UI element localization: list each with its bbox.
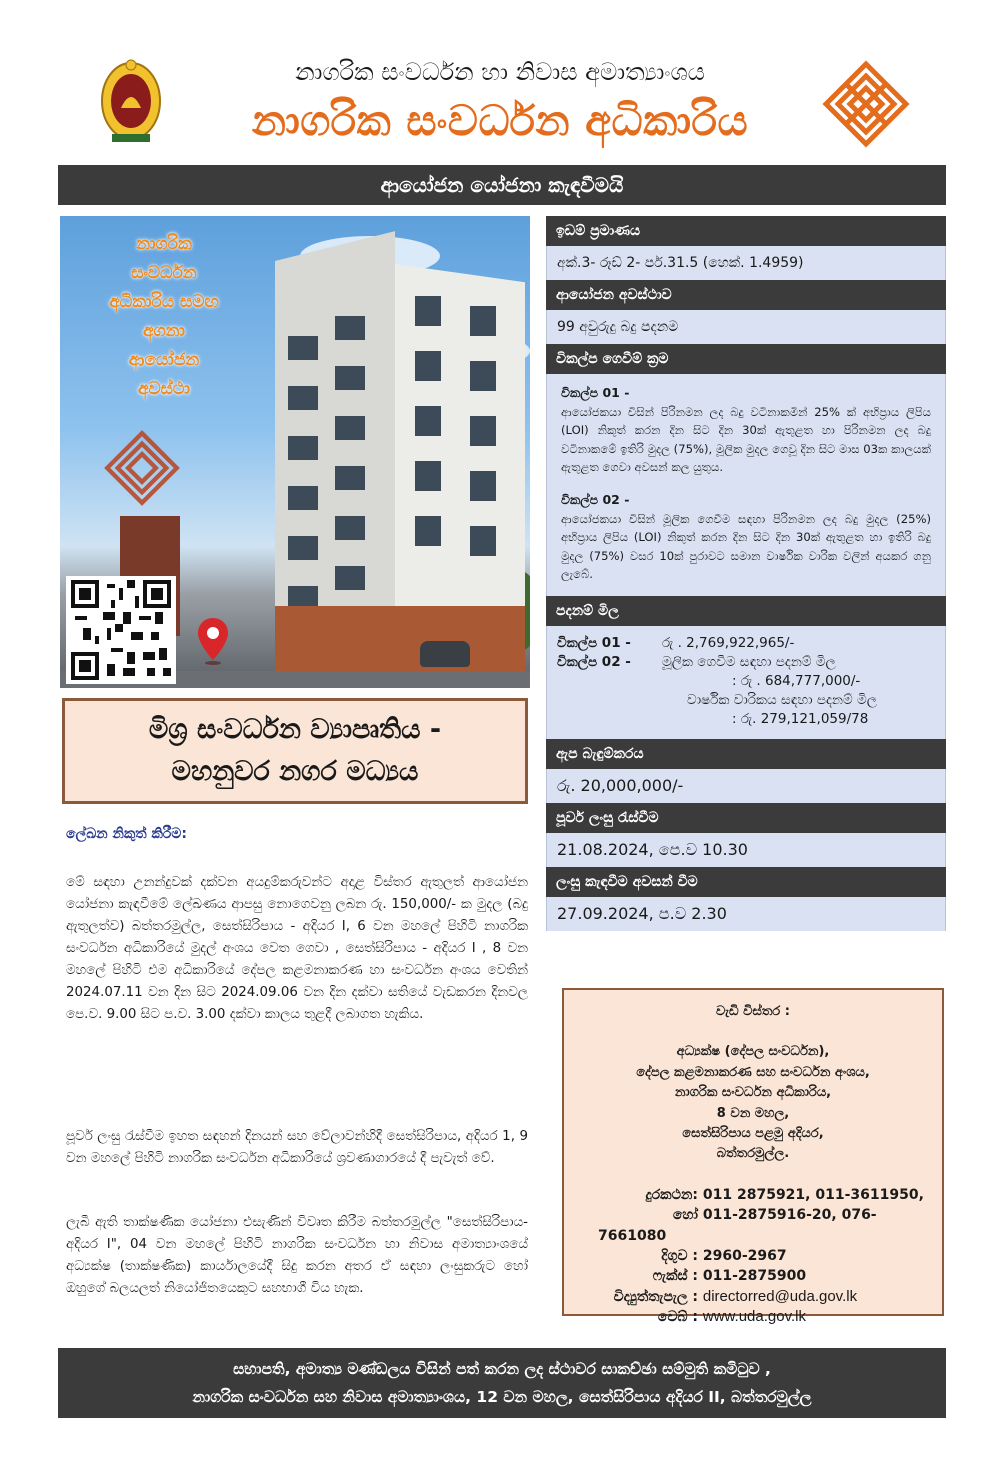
option1-title: විකල්ප 01 -: [561, 385, 630, 400]
tender-paragraph-3: ලැබී ඇති තාක්ෂණික යෝජනා එසැණින් විවෘත කිරීම බත්තරමුල්ල "සෙත්සිරිපාය- අදියර I", 04 වන මහලේ පිහිටි නාගරික සංවර්ධන හා නිවාස අමාත්‍යාංශයේ අධ්‍යක්ෂ (තාක්ෂණික) කාර්යාලයේදී සිදු කරන අතර ඒ සඳහා ලංසුකරුට හෝ ඔහුගේ බලයලත් නියෝජිතයෙකුට සහභාගී විය හැක.: [66, 1215, 528, 1296]
bid-closing-value: 27.09.2024, ප.ව 2.30: [546, 897, 946, 931]
price-option2-line3: වාර්ෂික වාරිකය සඳහා පදනම් මිල: [687, 691, 878, 708]
price-option1-label: විකල්ප 01 -: [557, 634, 631, 651]
prebid-meeting-value: 21.08.2024, පෙ.ව 10.30: [546, 833, 946, 867]
contact-address-line: බත්තරමුල්ල.: [716, 1146, 790, 1162]
email-label: විද්‍යුත්තැපැල :: [613, 1288, 698, 1305]
page-title: ආයෝජන යෝජනා කැඳවීමයි: [58, 165, 946, 205]
tender-paragraph-2: පූර්ව ලංසු රැස්වීම ඉහත සඳහන් දිනයන් සහ වේලාවන්හිදී සෙත්සිරිපාය, අදියර 1, 9 වන මහලේ පිහිටි නාගරික සංවර්ධන අධිකාරියේ ශ්‍රවණාගාරයේ දී පැවැත් වේ.: [66, 1129, 528, 1166]
header: [0, 0, 1004, 160]
overlay-line: නාගරික: [136, 234, 192, 254]
bid-closing-label: ලංසු කැඳවීම අවසන් වීම: [546, 867, 946, 897]
sri-lanka-emblem-icon: [100, 56, 162, 146]
bid-security-label: ඇප බැඳුම්කරය: [546, 739, 946, 769]
phone-value[interactable]: 011 2875921, 011-3611950,: [702, 1186, 924, 1203]
phone2-label: හෝ: [672, 1207, 698, 1224]
website-link[interactable]: www.uda.gov.lk: [702, 1308, 806, 1326]
uda-logo-watermark-icon: [102, 428, 182, 508]
email-link[interactable]: directorred@uda.gov.lk: [702, 1287, 858, 1305]
contact-address-line: නාගරික සංවර්ධන අධිකාරිය,: [674, 1085, 832, 1101]
project-title-box: [62, 698, 528, 804]
contact-title: වැඩි විස්තර :: [716, 1004, 790, 1019]
authority-name: නාගරික සංවර්ධන අධිකාරිය: [251, 96, 749, 145]
extension-label: දිගුව :: [661, 1248, 698, 1265]
info-table: [546, 216, 946, 931]
price-option2-label: විකල්ප 02 -: [557, 653, 631, 670]
price-option2-line1: මූලික ගෙවීම සඳහා පදනම් මිල: [662, 653, 836, 670]
phone2-value[interactable]: 011-2875916-20, 076-7661080: [598, 1207, 877, 1244]
overlay-line: අධිකාරිය සමඟ: [109, 292, 219, 312]
contact-address-line: දේපල කළමනාකරණ සහ සංවර්ධන අංශය,: [636, 1064, 870, 1080]
base-price-block: [546, 626, 946, 739]
project-title-line1: මිශ්‍ර සංවර්ධන ව්‍යාපෘතිය -: [148, 714, 442, 745]
project-title-line2: මහනුවර නගර මධ්‍යය: [171, 756, 419, 787]
overlay-line: ආයෝජන: [128, 350, 200, 370]
contact-address-line: 8 වන මහල,: [716, 1105, 790, 1121]
option1-text: ආයෝජකයා විසින් පිරිනමන ලද බදු වටිනාකමින් 25% ක් අභිප්‍රාය ලිපිය (LOI) නිකුත් කරන දින සිට දින 30ක් ඇතුළත හා පිරිනමන ලද බදු වටිනාකමේ ඉතිරි මුදල (75%), මූලික මුදල ගෙවූ දින සිට මාස 03ක කාලයක් ඇතුළත ගෙවා අවසන් කල යුතුය.: [561, 404, 931, 475]
photo-overlay-text: [86, 230, 242, 404]
extension-value: 2960-2967: [702, 1248, 787, 1265]
fax-value: 011-2875900: [702, 1268, 807, 1285]
overlay-line: අවස්ථා: [137, 379, 191, 399]
land-size-value: අක්.3- රූඩ් 2- පර්.31.5 (හෙක්. 1.4959): [546, 246, 946, 280]
investment-label: ආයෝජන අවස්ථාව: [546, 280, 946, 310]
payment-methods-block: [546, 374, 946, 596]
payment-methods-label: විකල්ප ගෙවීම් ක්‍රම: [546, 344, 946, 374]
tender-heading: ලේඛන නිකුත් කිරීම:: [66, 826, 187, 842]
qr-code-icon[interactable]: [66, 576, 176, 684]
price-option2-line2: : රු . 684,777,000/-: [732, 672, 861, 689]
web-label: වෙබ් :: [657, 1309, 698, 1326]
building-photo: [60, 216, 530, 688]
base-price-label: පදනම් මිල: [546, 596, 946, 626]
uda-logo-icon: [820, 58, 912, 150]
option2-text: ආයෝජකයා විසින් මූලික ගෙවීම සඳහා පිරිනමන ලද බදු මුදල (25%) අභිප්‍රාය ලිපිය (LOI) නිකුත් කරන දින සිට දින 30ක් ඇතුළත හා ඉතිරි බදු මුදල (75%) වසර 10ක් පුරාවට සමාන වාර්ෂික වාරික වලින් අයකර ගනු ලැබේ.: [561, 511, 931, 582]
prebid-meeting-label: පූර්ව ලංසු රැස්වීම: [546, 803, 946, 833]
price-option2-line4: : රු. 279,121,059/78: [732, 710, 869, 727]
footer-line2: නාගරික සංවර්ධන සහ නිවාස අමාත්‍යාංශය, 12 වන මහල, සෙත්සිරිපාය අදියර II, බත්තරමුල්ල: [192, 1388, 812, 1406]
tender-paragraph-1: මේ සඳහා උනන්දුවක් දක්වන අයදුම්කරුවන්ට අදාළ විස්තර ඇතුලත් ආයෝජන යෝජනා කැඳවීමේ ලේඛණය ආපසු නොගෙවනු ලබන රු. 150,000/- ක මුදල (බදු ඇතුලත්ව) බත්තරමුල්ල, සෙත්සිරිපාය - අදියර I, 6 වන මහලේ පිහිටි නාගරික සංවර්ධන අධිකාරියේ මුදල් අංශය වෙත ගෙවා , සෙත්සිරිපාය - අදියර I , 8 වන මහලේ පිහිටි එම අධිකාරියේ දේපල කළමනාකරණ හා සංවර්ධන අංශය වෙතින් 2024.07.11 වන දින සිට 2024.09.06 වන දින දක්වා සතියේ වැඩකරන දිනවල පෙ.ව. 9.00 සිට ප.ව. 3.00 දක්වා කාලය තුළදී ලබාගත හැකිය.: [66, 875, 528, 1022]
land-size-label: ඉඩම් ප්‍රමාණය: [546, 216, 946, 246]
price-option1-value: රු . 2,769,922,965/-: [662, 634, 795, 651]
overlay-line: සංවර්ධන: [131, 263, 197, 283]
contact-details: [564, 1185, 942, 1328]
contact-box: [562, 988, 944, 1326]
footer-line1: සභාපති, අමාත්‍ය මණ්ඩලය විසින් පත් කරන ලද ස්ථාවර සාකච්ඡා සම්මුති කමිටුව ,: [233, 1360, 771, 1378]
location-pin-icon[interactable]: [196, 616, 230, 666]
bid-security-value: රු. 20,000,000/-: [546, 769, 946, 803]
phone-label: දුරකථන:: [645, 1186, 698, 1203]
footer: [58, 1348, 946, 1418]
overlay-line: අගනා: [142, 321, 186, 341]
fax-label: ෆැක්ස් :: [652, 1268, 698, 1285]
contact-address-line: අධ්‍යක්ෂ (දේපල සංවර්ධන),: [676, 1044, 830, 1060]
investment-value: 99 අවුරුදු බදු පදනම: [546, 310, 946, 344]
contact-address-line: සෙත්සිරිපාය පළමු අදියර,: [682, 1126, 824, 1142]
ministry-name: නාගරික සංවර්ධන හා නිවාස අමාත්‍යාංශය: [295, 58, 705, 86]
option2-title: විකල්ප 02 -: [561, 491, 630, 507]
